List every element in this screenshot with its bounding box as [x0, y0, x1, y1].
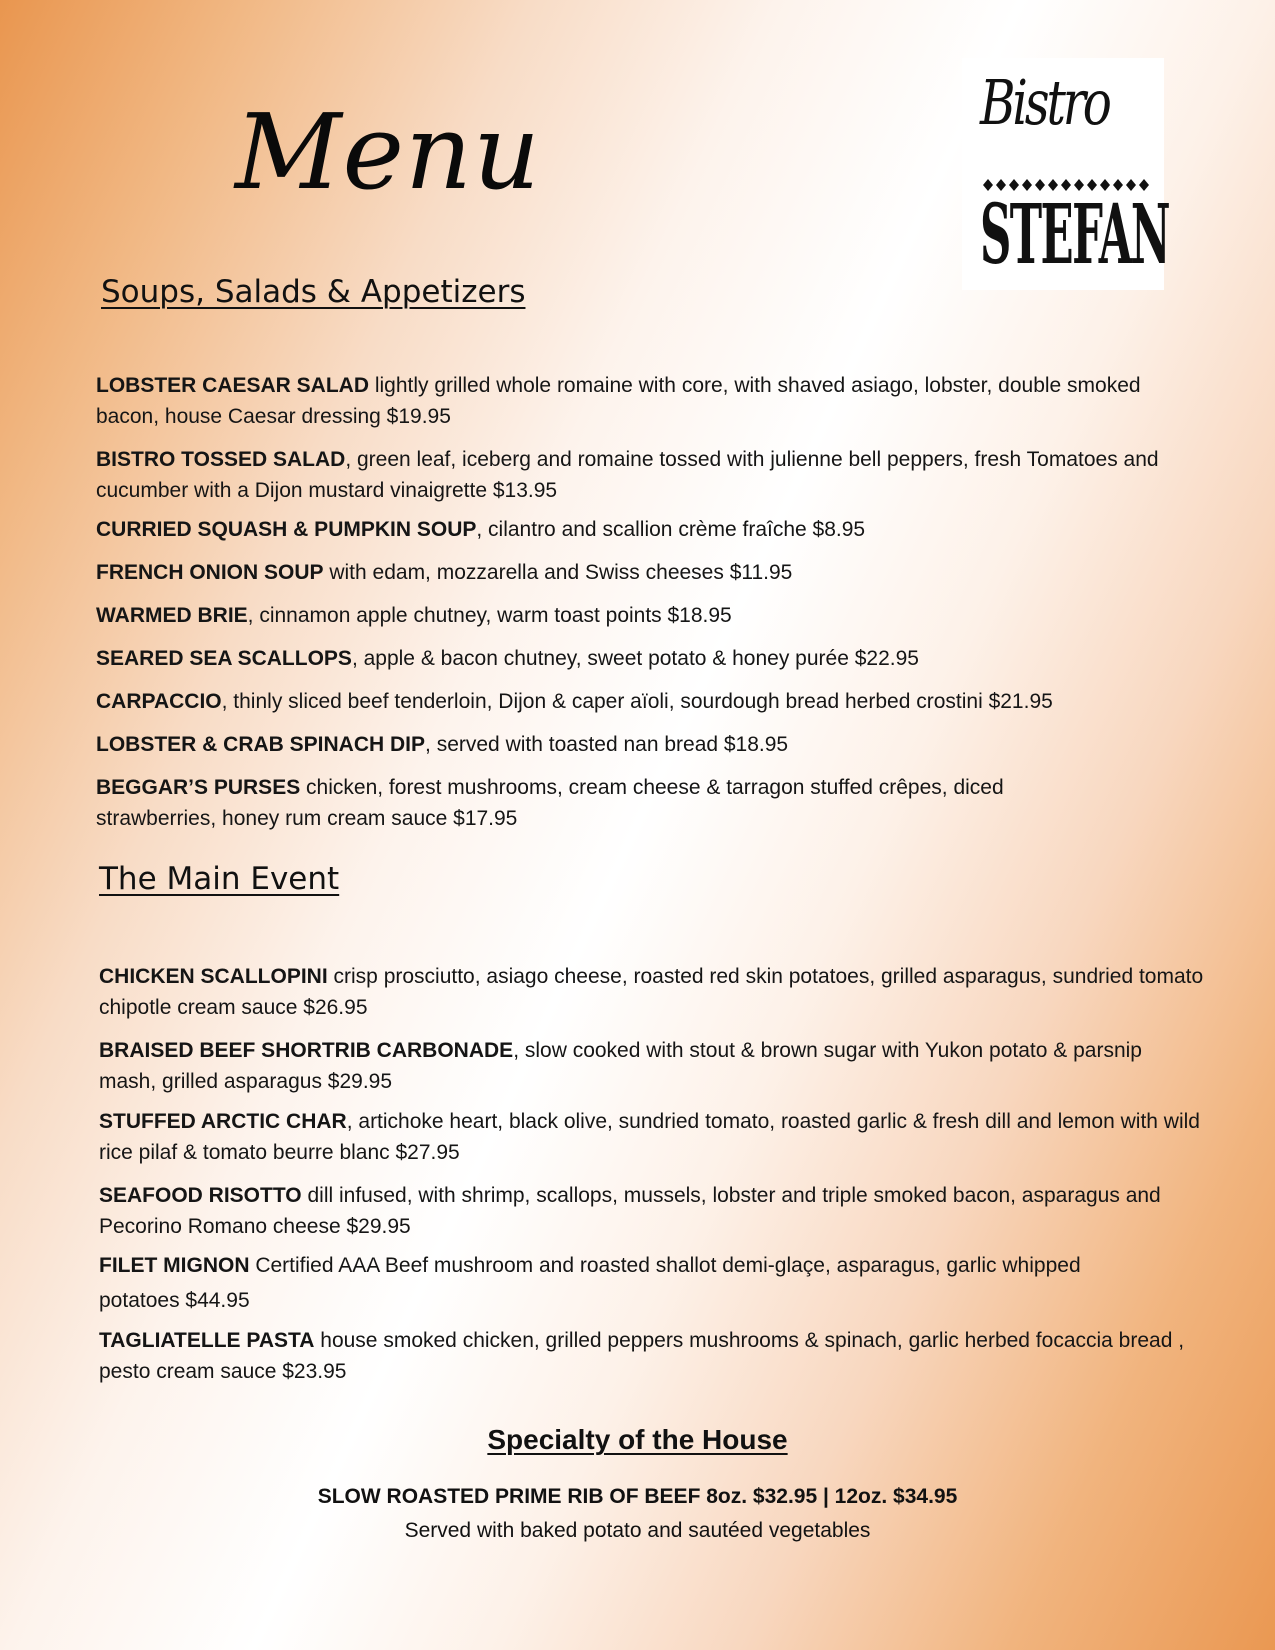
item-description: house smoked chicken, grilled peppers mushrooms & spinach, garlic herbed focaccia bread , pesto cream sauce $23.95: [99, 1329, 1185, 1383]
item-description: lightly grilled whole romaine with core, with shaved asiago, lobster, double smoked bacon, house Caesar dressing $19.95: [96, 374, 1141, 428]
specialty-heading: Specialty of the House: [487, 1424, 788, 1455]
menu-item-french-onion-soup: [96, 557, 1196, 588]
item-description: , apple & bacon chutney, sweet potato & honey purée $22.95: [351, 647, 919, 670]
item-description: , slow cooked with stout & brown sugar with Yukon potato & parsnip mash, grilled asparagus $29.95: [99, 1039, 1142, 1093]
item-name: FILET MIGNON: [99, 1254, 250, 1277]
menu-item-braised-beef-shortrib: [99, 1035, 1179, 1097]
item-name: FRENCH ONION SOUP: [96, 561, 324, 584]
item-description: , thinly sliced beef tenderloin, Dijon & caper aïoli, sourdough bread herbed crostini $21.95: [221, 690, 1053, 713]
item-name: LOBSTER & CRAB SPINACH DIP: [96, 733, 426, 756]
item-name: SEAFOOD RISOTTO: [99, 1184, 302, 1207]
menu-item-seafood-risotto: [99, 1180, 1209, 1242]
menu-item-tagliatelle-pasta: [99, 1325, 1209, 1387]
item-name: CARPACCIO: [96, 690, 222, 713]
item-name: WARMED BRIE: [96, 604, 248, 627]
item-name: CHICKEN SCALLOPINI: [99, 965, 328, 988]
item-description: , served with toasted nan bread $18.95: [425, 733, 789, 756]
menu-item-bistro-tossed-salad: [96, 444, 1176, 506]
item-description: with edam, mozzarella and Swiss cheeses $11.95: [323, 561, 793, 584]
menu-item-curried-squash-soup: [96, 514, 1196, 545]
item-description: dill infused, with shrimp, scallops, mussels, lobster and triple smoked bacon, asparagus and Pecorino Romano cheese $29.95: [99, 1184, 1161, 1238]
main-event-heading: The Main Event: [99, 861, 340, 897]
specialty-sides-note: Served with baked potato and sautéed vegetables: [404, 1519, 871, 1542]
menu-item-warmed-brie: [96, 600, 1196, 631]
specialty-prime-rib: SLOW ROASTED PRIME RIB OF BEEF 8oz. $32.95 | 12oz. $34.95: [317, 1485, 958, 1508]
item-name: BISTRO TOSSED SALAD: [96, 448, 346, 471]
menu-item-filet-mignon: [99, 1248, 1109, 1318]
item-name: STUFFED ARCTIC CHAR: [99, 1110, 347, 1133]
appetizers-heading: Soups, Salads & Appetizers: [101, 274, 526, 310]
item-name: BEGGAR’S PURSES: [96, 776, 301, 799]
item-name: CURRIED SQUASH & PUMPKIN SOUP: [96, 518, 477, 541]
item-name: TAGLIATELLE PASTA: [99, 1329, 315, 1352]
menu-item-seared-sea-scallops: [96, 643, 1196, 674]
item-description: , artichoke heart, black olive, sundried tomato, roasted garlic & fresh dill and lemon with wild rice pilaf & tomato beurre blanc $27.95: [99, 1110, 1200, 1164]
item-description: crisp prosciutto, asiago cheese, roasted red skin potatoes, grilled asparagus, sundried tomato chipotle cream sauce $26.95: [99, 965, 1204, 1019]
item-description: , cinnamon apple chutney, warm toast points $18.95: [247, 604, 732, 627]
item-name: LOBSTER CAESAR SALAD: [96, 374, 370, 397]
menu-title: Menu: [235, 91, 541, 213]
item-name: BRAISED BEEF SHORTRIB CARBONADE: [99, 1039, 514, 1062]
item-description: , cilantro and scallion crème fraîche $8.95: [476, 518, 866, 541]
logo-script-text: Bistro: [980, 66, 1109, 139]
menu-item-chicken-scallopini: [99, 961, 1209, 1023]
menu-item-stuffed-arctic-char: [99, 1106, 1209, 1168]
menu-item-lobster-crab-dip: [96, 729, 1196, 760]
menu-item-lobster-caesar-salad: [96, 370, 1176, 432]
item-name: SEARED SEA SCALLOPS: [96, 647, 352, 670]
menu-item-carpaccio: [96, 686, 1266, 717]
item-description: chicken, forest mushrooms, cream cheese & tarragon stuffed crêpes, diced strawberries, honey rum cream sauce $17.95: [96, 776, 1004, 830]
item-description: , green leaf, iceberg and romaine tossed with julienne bell peppers, fresh Tomatoes and cucumber with a Dijon mustard vinaigrette $13.95: [96, 448, 1159, 502]
bistro-stefan-logo: [962, 58, 1170, 290]
item-description: Certified AAA Beef mushroom and roasted shallot demi-glaçe, asparagus, garlic whipped potatoes $44.95: [99, 1254, 1081, 1312]
logo-block-text: STEFAN: [980, 187, 1170, 283]
menu-item-beggars-purses: [96, 772, 1106, 834]
